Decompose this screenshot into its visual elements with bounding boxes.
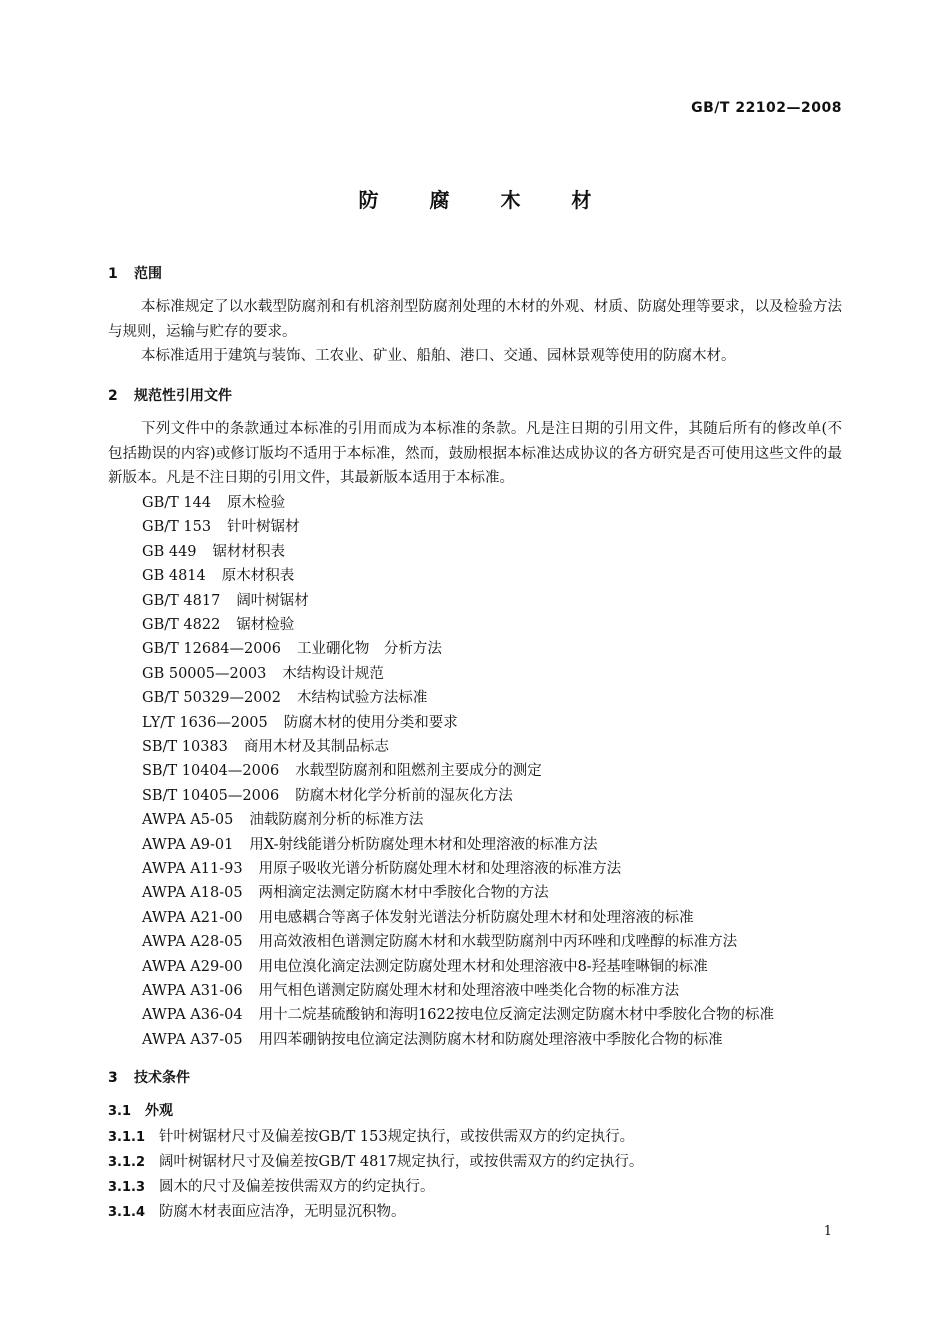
reference-title: 油载防腐剂分析的标准方法	[249, 812, 424, 829]
reference-code: AWPA A36-04	[142, 1007, 243, 1024]
reference-title: 两相滴定法测定防腐木材中季胺化合物的方法	[258, 885, 549, 902]
reference-code: GB/T 50329—2002	[142, 690, 281, 707]
section-number: 1	[108, 266, 118, 282]
reference-item	[142, 1003, 774, 1024]
clause-text: 圆木的尺寸及偏差按供需双方的约定执行。	[159, 1179, 435, 1195]
reference-title: 用X-射线能谱分析防腐处理木材和处理溶液的标准方法	[249, 836, 598, 853]
reference-code: AWPA A18-05	[142, 885, 243, 902]
page-number: 1	[823, 1224, 832, 1239]
reference-title: 商用木材及其制品标志	[243, 739, 389, 755]
clause-text: 防腐木材表面应洁净，无明显沉积物。	[159, 1204, 406, 1220]
reference-item	[142, 930, 737, 951]
clause-item	[108, 1200, 406, 1221]
clause-text: 针叶树锯材尺寸及偏差按GB/T 153规定执行，或按供需双方的约定执行。	[159, 1129, 635, 1145]
section-number: 3	[108, 1070, 118, 1086]
clause-item	[108, 1125, 634, 1146]
reference-code: GB/T 4822	[142, 617, 221, 633]
references-intro: 下列文件中的条款通过本标准的引用而成为本标准的条款。凡是注日期的引用文件，其随后所有的修改单(不包括勘误的内容)或修订版均不适用于本标准，然而，鼓励根据本标准达成协议的各方研究是否可使用这些文件的最新版本。凡是不注日期的引用文件，其最新版本适用于本标准。	[108, 421, 842, 486]
subsection-number: 3.1	[108, 1104, 132, 1119]
reference-code: AWPA A37-05	[142, 1031, 243, 1048]
clause-text: 阔叶树锯材尺寸及偏差按GB/T 4817规定执行，或按供需双方的约定执行。	[159, 1154, 644, 1170]
reference-code: AWPA A9-01	[142, 836, 234, 853]
document-title: 防 腐 木 材	[358, 188, 614, 212]
reference-title: 防腐木材化学分析前的湿灰化方法	[295, 787, 513, 804]
subsection-title: 外观	[145, 1103, 174, 1119]
reference-item	[142, 979, 679, 1000]
reference-title: 针叶树锯材	[227, 519, 300, 536]
subsection-3-1-heading	[108, 1100, 173, 1120]
scope-paragraph-2: 本标准适用于建筑与装饰、工农业、矿业、船舶、港口、交通、园林景观等使用的防腐木材。	[141, 348, 736, 364]
reference-title: 水载型防腐剂和阻燃剂主要成分的测定	[295, 763, 542, 780]
clause-number: 3.1.1	[108, 1130, 146, 1145]
clause-item	[108, 1150, 643, 1171]
clause-number: 3.1.4	[108, 1205, 146, 1220]
section-title: 技术条件	[134, 1070, 190, 1086]
clause-item	[108, 1175, 435, 1196]
reference-title: 锯材检验	[236, 617, 295, 633]
reference-code: AWPA A11-93	[142, 861, 243, 877]
reference-title: 用四苯硼钠按电位滴定法测防腐木材和防腐处理溶液中季胺化合物的标准	[258, 1031, 723, 1048]
reference-code: GB/T 12684—2006	[142, 641, 281, 658]
section-number: 2	[108, 388, 118, 404]
reference-title: 用高效液相色谱测定防腐木材和水载型防腐剂中丙环唑和戊唑醇的标准方法	[258, 934, 738, 951]
reference-item	[142, 808, 423, 829]
reference-item	[142, 1028, 723, 1049]
reference-code: SB/T 10405—2006	[142, 787, 280, 804]
reference-code: SB/T 10383	[142, 739, 228, 755]
reference-item	[142, 784, 513, 805]
reference-item	[142, 735, 389, 756]
reference-code: GB/T 4817	[142, 592, 221, 609]
section-title: 范围	[134, 266, 162, 282]
reference-title: 阔叶树锯材	[236, 592, 309, 609]
reference-title: 用气相色谱测定防腐处理木材和处理溶液中唑类化合物的标准方法	[258, 983, 680, 999]
reference-item	[142, 589, 309, 610]
reference-item	[142, 686, 427, 707]
reference-item	[142, 540, 285, 561]
reference-item	[142, 955, 708, 976]
reference-code: AWPA A21-00	[142, 909, 243, 926]
reference-title: 木结构试验方法标准	[296, 690, 428, 707]
reference-item	[142, 881, 549, 902]
reference-title: 用十二烷基硫酸钠和海明1622按电位反滴定法测定防腐木材中季胺化合物的标准	[258, 1007, 774, 1024]
reference-item	[142, 906, 694, 927]
reference-code: GB 50005—2003	[142, 665, 267, 682]
reference-title: 原木检验	[227, 495, 286, 511]
reference-code: AWPA A28-05	[142, 934, 243, 951]
clause-number: 3.1.2	[108, 1155, 146, 1170]
reference-code: AWPA A31-06	[142, 983, 243, 999]
reference-title: 原木材积表	[221, 568, 295, 585]
reference-title: 防腐木材的使用分类和要求	[283, 714, 458, 731]
section-title: 规范性引用文件	[134, 388, 232, 404]
reference-code: GB/T 153	[142, 519, 212, 536]
reference-item	[142, 564, 294, 585]
standard-number: GB/T 22102—2008	[691, 100, 842, 116]
reference-item	[142, 662, 384, 683]
clause-number: 3.1.3	[108, 1180, 146, 1195]
section-2-heading	[108, 385, 232, 405]
reference-item	[142, 711, 458, 732]
reference-title: 用原子吸收光谱分析防腐处理木材和处理溶液的标准方法	[258, 861, 622, 877]
section-1-heading	[108, 263, 162, 283]
section-3-heading	[108, 1067, 190, 1087]
reference-code: LY/T 1636—2005	[142, 714, 268, 731]
reference-title: 用电感耦合等离子体发射光谱法分析防腐处理木材和处理溶液的标准	[258, 909, 694, 926]
reference-code: GB 4814	[142, 568, 206, 585]
reference-item	[142, 759, 542, 780]
reference-title: 用电位溴化滴定法测定防腐处理木材和处理溶液中8-羟基喹啉铜的标准	[258, 958, 708, 975]
reference-item	[142, 833, 598, 854]
reference-title: 锯材材积表	[212, 543, 286, 560]
reference-title: 工业硼化物 分析方法	[296, 641, 442, 658]
reference-code: GB 449	[142, 543, 197, 560]
reference-code: GB/T 144	[142, 495, 212, 511]
reference-title: 木结构设计规范	[282, 665, 384, 682]
scope-paragraph-1: 本标准规定了以水载型防腐剂和有机溶剂型防腐剂处理的木材的外观、材质、防腐处理等要求，以及检验方法与规则，运输与贮存的要求。	[108, 299, 842, 340]
reference-item	[142, 613, 294, 634]
reference-item	[142, 491, 285, 512]
reference-item	[142, 515, 300, 536]
reference-code: AWPA A29-00	[142, 958, 243, 975]
reference-code: AWPA A5-05	[142, 812, 234, 829]
reference-code: SB/T 10404—2006	[142, 763, 280, 780]
reference-item	[142, 857, 621, 878]
reference-item	[142, 637, 442, 658]
